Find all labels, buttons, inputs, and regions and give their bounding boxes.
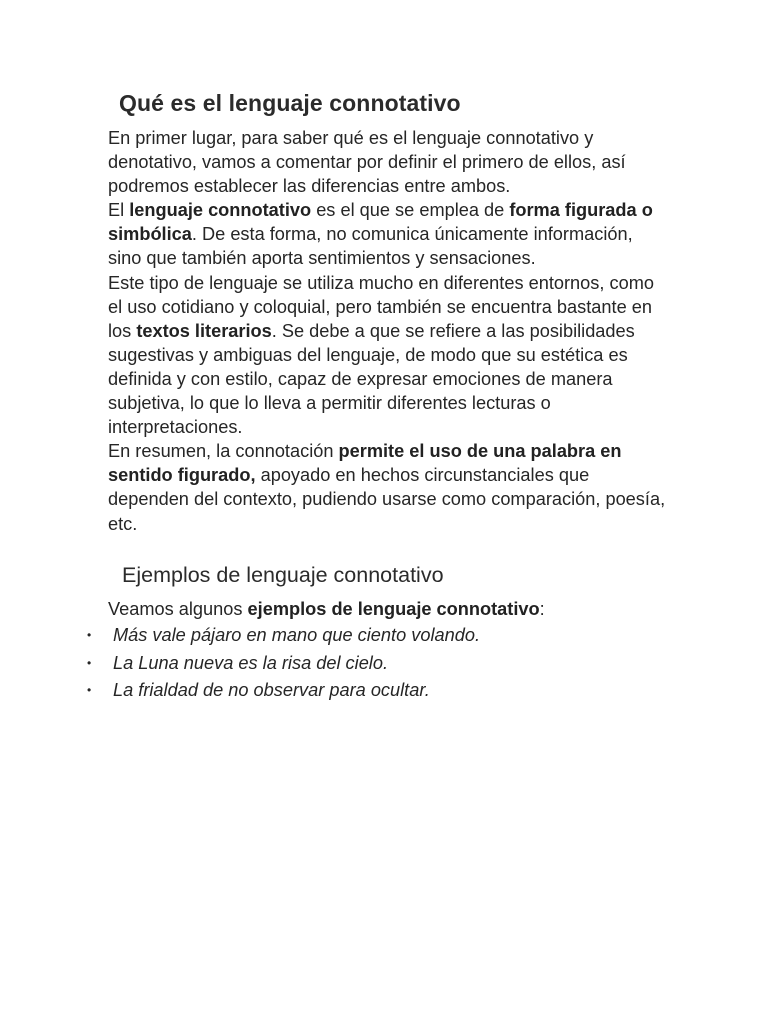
intro-text: Veamos algunos: [108, 599, 248, 619]
paragraph-text: El: [108, 200, 130, 221]
paragraph-text: En primer lugar, para saber qué es el lenguaje connotativo y denotativo, vamos a comentar por definir el primero de ellos, así podremos establecer las diferencias entre ambos.: [108, 128, 626, 197]
paragraph-intro: [108, 126, 668, 198]
bold-term: permite el uso de una palabra en sentido figurado,: [108, 441, 622, 486]
paragraph-text: . De esta forma, no comunica únicamente información, sino que también aporta sentimientos y sensaciones.: [108, 224, 633, 269]
page-title: Qué es el lenguaje connotativo: [119, 90, 461, 116]
example-text: La frialdad de no observar para ocultar.: [113, 680, 430, 701]
bullet-icon: •: [87, 655, 92, 670]
bullet-icon: •: [87, 628, 92, 642]
list-item: [0, 651, 768, 679]
paragraph-definition: [108, 198, 668, 270]
list-item: [0, 678, 768, 706]
bold-term: textos literarios: [136, 320, 272, 341]
paragraph-text: es el que se emplea de: [311, 200, 510, 221]
article-body: [108, 126, 668, 536]
bullet-icon: •: [87, 683, 92, 698]
paragraph-summary: [108, 439, 668, 535]
list-item: [0, 623, 768, 651]
paragraph-text: En resumen, la connotación: [108, 441, 339, 462]
examples-list: [0, 623, 768, 706]
bold-term: forma figurada o simbólica: [108, 200, 653, 245]
bold-term: ejemplos de lenguaje connotativo: [247, 599, 540, 619]
bold-term: lenguaje connotativo: [129, 200, 312, 221]
paragraph-text: . Se debe a que se refiere a las posibilidades sugestivas y ambiguas del lenguaje, de modo que su estética es definida y con estilo, capaz de expresar emociones de manera subjetiva, lo que lo lleva a permitir diferentes lecturas o interpretaciones.: [108, 320, 635, 438]
examples-intro: [108, 597, 545, 621]
paragraph-usage: [108, 271, 668, 440]
example-text: La Luna nueva es la risa del cielo.: [113, 652, 389, 673]
paragraph-text: apoyado en hechos circunstanciales que dependen del contexto, pudiendo usarse como comparación, poesía, etc.: [108, 465, 666, 534]
example-text: Más vale pájaro en mano que ciento volando.: [113, 625, 481, 645]
intro-text: :: [539, 599, 545, 619]
paragraph-text: Este tipo de lenguaje se utiliza mucho en diferentes entornos, como el uso cotidiano y coloquial, pero también se encuentra bastante en los: [108, 272, 654, 341]
examples-heading: Ejemplos de lenguaje connotativo: [122, 563, 444, 587]
